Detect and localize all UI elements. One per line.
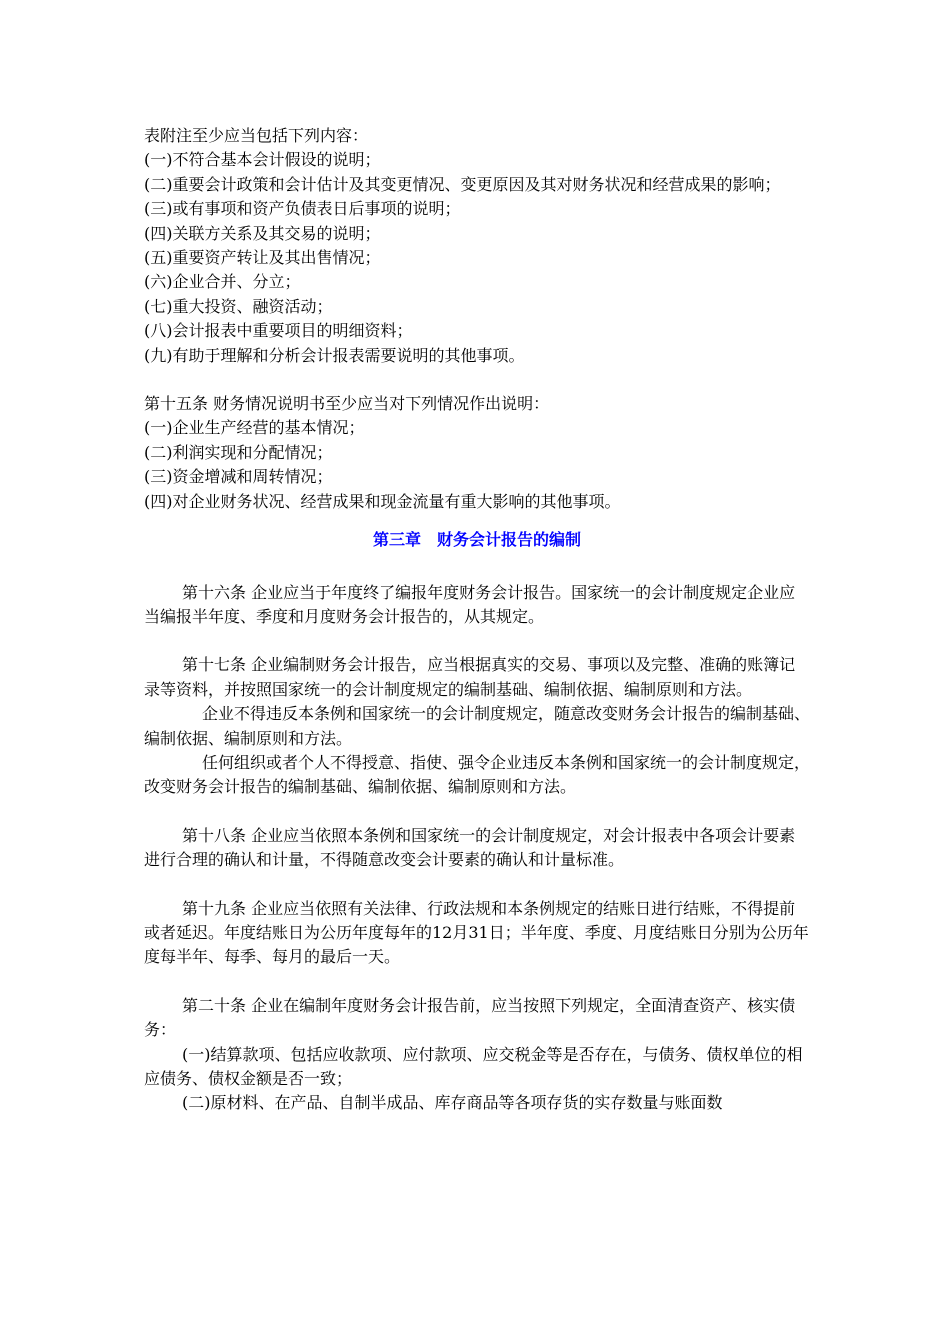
article-15-item: (四)对企业财务状况、经营成果和现金流量有重大影响的其他事项。 (144, 491, 621, 511)
notes-item: (二)重要会计政策和会计估计及其变更情况、变更原因及其对财务状况和经营成果的影响； (144, 174, 781, 194)
spacer (144, 970, 810, 994)
notes-item: (四)关联方关系及其交易的说明； (144, 223, 381, 243)
article-15-intro: 第十五条 财务情况说明书至少应当对下列情况作出说明： (144, 394, 550, 414)
article-20-item: (一)结算款项、包括应收款项、应付款项、应交税金等是否存在，与债务、债权单位的相应债务、债权金额是否一致； (144, 1044, 803, 1088)
notes-item: (九)有助于理解和分析会计报表需要说明的其他事项。 (144, 345, 525, 365)
spacer (144, 553, 810, 567)
document-body (144, 124, 810, 1116)
article-20-item: (二)原材料、在产品、自制半成品、库存商品等各项存货的实存数量与账面数 (182, 1093, 723, 1113)
notes-item: (三)或有事项和资产负债表日后事项的说明； (144, 199, 461, 219)
notes-item: (一)不符合基本会计假设的说明； (144, 150, 381, 170)
article-17-paragraph-2: 企业不得违反本条例和国家统一的会计制度规定，随意改变财务会计报告的编制基础、编制依据、编制原则和方法。 (144, 704, 811, 748)
article-17-paragraph-3: 任何组织或者个人不得授意、指使、强令企业违反本条例和国家统一的会计制度规定，改变财务会计报告的编制基础、编制依据、编制原则和方法。 (144, 752, 811, 797)
article-15-item: (一)企业生产经营的基本情况； (144, 418, 365, 438)
spacer (144, 629, 810, 653)
spacer (144, 514, 810, 528)
article-15-item: (三)资金增减和周转情况； (144, 467, 333, 487)
notes-item: (八)会计报表中重要项目的明细资料； (144, 321, 413, 341)
article-16: 第十六条 企业应当于年度终了编报年度财务会计报告。国家统一的会计制度规定企业应当编报半年度、季度和月度财务会计报告的，从其规定。 (144, 582, 796, 626)
notes-item: (五)重要资产转让及其出售情况； (144, 248, 381, 268)
article-17-paragraph-1: 第十七条 企业编制财务会计报告，应当根据真实的交易、事项以及完整、准确的账簿记录等资料，并按照国家统一的会计制度规定的编制基础、编制依据、编制原则和方法。 (144, 655, 796, 699)
spacer (144, 800, 810, 824)
spacer (144, 567, 810, 581)
spacer (144, 873, 810, 897)
article-20-intro: 第二十条 企业在编制年度财务会计报告前，应当按照下列规定，全面清查资产、核实债务： (144, 995, 796, 1040)
chapter-heading: 第三章 财务会计报告的编制 (372, 530, 581, 550)
article-19: 第十九条 企业应当依照有关法律、行政法规和本条例规定的结账日进行结账，不得提前或者延迟。年度结账日为公历年度每年的12月31日；半年度、季度、月度结账日分别为公历年度每半年、每季、每月的最后一天。 (144, 898, 809, 967)
spacer (144, 368, 810, 392)
article-18: 第十八条 企业应当依照本条例和国家统一的会计制度规定，对会计报表中各项会计要素进行合理的确认和计量，不得随意改变会计要素的确认和计量标准。 (144, 825, 796, 870)
notes-item: (六)企业合并、分立； (144, 272, 301, 292)
article-15-item: (二)利润实现和分配情况； (144, 442, 333, 462)
notes-item: (七)重大投资、融资活动； (144, 296, 333, 316)
notes-intro: 表附注至少应当包括下列内容： (144, 126, 369, 145)
